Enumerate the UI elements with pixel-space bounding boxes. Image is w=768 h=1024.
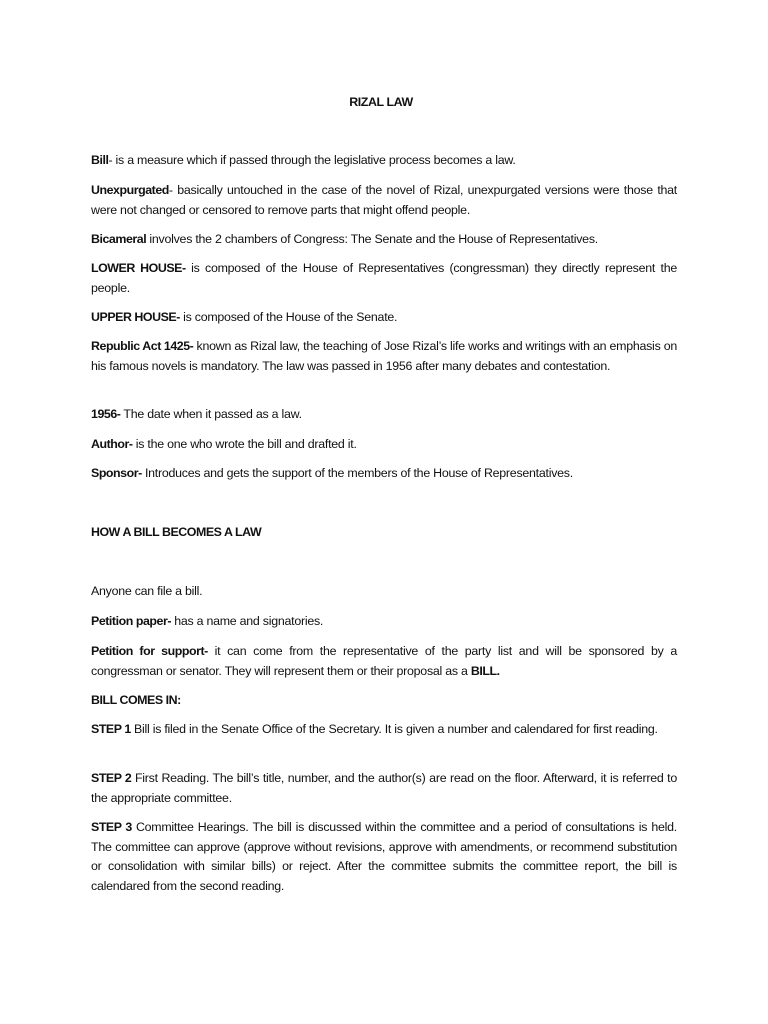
- definition-text: - basically untouched in the case of the novel of Rizal, unexpurgated versions were those that were not changed or censored to remove parts that might offend people.: [91, 183, 677, 217]
- definition-term: Bicameral: [91, 232, 147, 246]
- document-title: RIZAL LAW: [349, 95, 413, 109]
- step-text: Bill is filed in the Senate Office of the Secretary. It is given a number and calendared for first reading.: [130, 722, 658, 736]
- definition-term: 1956-: [91, 407, 121, 421]
- definition-text: - is a measure which if passed through the legislative process becomes a law.: [108, 153, 516, 167]
- definition-text: known as Rizal law, the teaching of Jose Rizal’s life works and writings with an emphasis on his famous novels is mandatory. The law was passed in 1956 after many debates and contestation.: [91, 339, 677, 373]
- definition-text: The date when it passed as a law.: [120, 407, 302, 421]
- definition-term: Author-: [91, 437, 133, 451]
- bill-emphasis: BILL.: [470, 663, 500, 678]
- definition-republic-act-1425: [91, 337, 677, 376]
- step-1: [91, 720, 677, 740]
- bill-comes-in-heading: BILL COMES IN:: [91, 693, 181, 707]
- step-2: [91, 769, 677, 808]
- definition-text: Introduces and gets the support of the members of the House of Representatives.: [141, 466, 573, 480]
- definition-term: Unexpurgated: [91, 183, 169, 197]
- petition-support-text: it can come from the representative of the party list and will be sponsored by a congressman or senator. They will represent them or their proposal as a: [91, 644, 678, 678]
- petition-support-term: Petition for support-: [91, 644, 208, 658]
- petition-paper-text: has a name and signatories.: [171, 614, 324, 628]
- definition-term: LOWER HOUSE-: [91, 261, 186, 275]
- step-label: STEP 3: [91, 820, 132, 834]
- definition-author: [91, 435, 677, 455]
- definition-lower-house: [91, 259, 677, 298]
- definition-term: Republic Act 1425-: [91, 339, 194, 353]
- definition-term: UPPER HOUSE-: [91, 310, 180, 324]
- step-text: First Reading. The bill’s title, number, and the author(s) are read on the floor. Afterward, it is referred to the appropriate committee.: [91, 771, 677, 805]
- step-label: STEP 2: [91, 771, 132, 785]
- section-heading: HOW A BILL BECOMES A LAW: [91, 525, 262, 539]
- definition-unexpurgated: [91, 181, 677, 220]
- definition-bicameral: [91, 230, 677, 250]
- definition-1956: [91, 405, 677, 425]
- intro-text: Anyone can file a bill.: [91, 584, 203, 598]
- definition-bill: [91, 151, 677, 171]
- definition-term: Sponsor-: [91, 466, 142, 480]
- step-text: Committee Hearings. The bill is discussed within the committee and a period of consultations is held. The committee can approve (approve without revisions, approve with amendments, or recommend substitution or consolidation with similar bills) or reject. After the committee submits the committee report, the bill is calendared from the second reading.: [91, 820, 677, 893]
- definition-sponsor: [91, 464, 677, 484]
- petition-paper-term: Petition paper-: [91, 614, 171, 628]
- petition-paper: [91, 612, 677, 632]
- definition-upper-house: [91, 308, 677, 328]
- definition-text: is composed of the House of Representatives (congressman) they directly represent the people.: [91, 261, 677, 295]
- definition-text: involves the 2 chambers of Congress: The Senate and the House of Representatives.: [146, 232, 598, 246]
- definition-text: is the one who wrote the bill and drafted it.: [132, 437, 357, 451]
- step-label: STEP 1: [91, 722, 131, 736]
- definition-text: is composed of the House of the Senate.: [179, 310, 398, 324]
- definition-term: Bill: [91, 153, 109, 167]
- petition-support: [91, 642, 677, 681]
- step-3: [91, 818, 677, 896]
